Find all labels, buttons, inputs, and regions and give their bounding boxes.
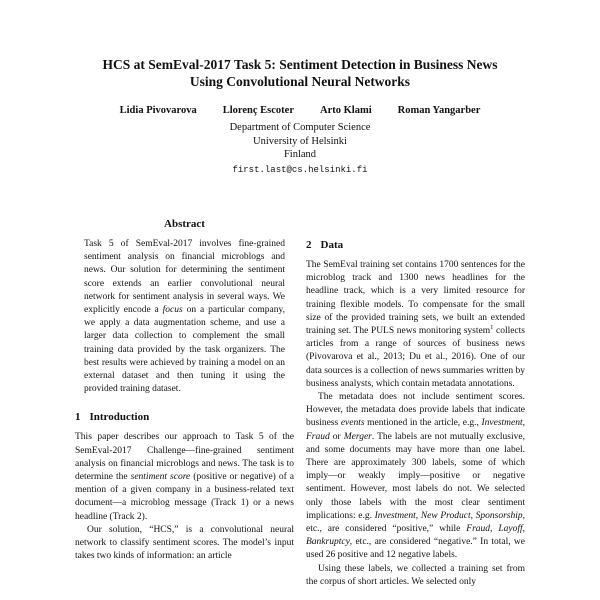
text-run: Bankruptcy (306, 537, 350, 548)
text-run: Investment (374, 510, 416, 521)
text-run: New Product (420, 510, 471, 521)
title-line-2: Using Convolutional Neural Networks (189, 74, 411, 89)
text-run: , (522, 524, 525, 535)
introduction-section-body (75, 431, 294, 563)
text-run: events (340, 418, 365, 429)
text-run: , (470, 510, 476, 521)
text-run: Fraud (306, 431, 330, 442)
author-name: Llorenç Escoter (222, 105, 294, 116)
text-run: sentiment score (130, 472, 191, 483)
author-name: Arto Klami (320, 105, 372, 116)
text-run: Merger (343, 431, 372, 442)
text-run: . The labels are not mutually exclusive, and some documents may have more than one label. There are approximately 300 labels, some of which imply—or weakly imply—positive or negative sentiment. However, most labels do not. We selected only those labels with the most clear sentiment implications: e.g. (306, 431, 525, 521)
right-column (306, 218, 525, 589)
section-heading-introduction (75, 411, 294, 424)
email-address: first.last@cs.helsinki.fi (232, 164, 368, 175)
affiliation-block (75, 121, 525, 177)
text-run: , etc., are considered “positive,” while (306, 510, 525, 535)
paragraph (306, 259, 525, 391)
text-run: Sponsorship (475, 510, 523, 521)
text-run: The metadata does not include sentiment scores. However, the metadata does provide labels that indicate business (306, 392, 525, 429)
text-run: on a particular company, we apply a data augmentation scheme, and use a larger data collection to complement the small training data provided by the task organizers. The best results were achieved by training a model on an external dataset and then tuning it using the provided training dataset. (84, 305, 285, 395)
text-run: Layoff (498, 524, 523, 535)
text-run: Investment (481, 418, 523, 429)
department-line: Department of Computer Science (229, 122, 371, 133)
text-run: , (522, 418, 526, 429)
section-number: 2 (306, 239, 312, 251)
section-title: Data (320, 239, 344, 251)
text-run: Task 5 of SemEval-2017 involves fine-grained sentiment analysis on financial microblogs and news. Our solution for determining the sentiment score extends an earlier convolutional neural network for sentiment analysis in several ways. We explicitly encode a (84, 239, 285, 316)
text-run: Using these labels, we collected a training set from the corpus of short articles. We selected only (306, 563, 525, 587)
text-run: , (490, 524, 499, 535)
author-name: Roman Yangarber (397, 105, 481, 116)
abstract-heading: Abstract (164, 218, 205, 230)
text-run: or (329, 431, 344, 442)
text-run: mentioned in the article, e.g., (364, 418, 482, 429)
section-heading-data (306, 239, 525, 252)
paragraph (75, 524, 294, 564)
section-number: 1 (75, 411, 81, 424)
footnote-marker: 1 (490, 323, 494, 331)
paper-title (75, 56, 525, 90)
text-run: , (415, 510, 421, 521)
two-column-body (75, 218, 525, 589)
text-run: (positive or negative) of a mention of a given company in a business-related text document—a microblog message (Track 1) or a news headline (Track 2). (75, 472, 294, 522)
text-run: The SemEval training set contains 1700 sentences for the microblog track and 1300 news headlines for the headline track, which is a very limited resource for training flexible models. To compensate for the small size of the provided training sets, we built an extended training set. The PULS news monitoring system (306, 260, 525, 337)
section-title: Introduction (89, 411, 150, 424)
abstract-text (75, 238, 294, 396)
left-column (75, 218, 294, 589)
data-section-body (306, 259, 525, 589)
text-run: focus (162, 305, 183, 316)
paragraph (306, 391, 525, 563)
author-name: Lidia Pivovarova (119, 105, 197, 116)
paragraph (75, 431, 294, 523)
author-list (75, 105, 525, 116)
text-run: collects articles from a range of sources of business news (Pivovarova et al., 2013; Du et al., 2016). One of our data sources is a collection of news summaries written by business analysts, which contain metadata annotations. (306, 326, 525, 389)
country-line: Finland (283, 149, 317, 160)
text-run: Our solution, “HCS,” is a convolutional neural network to classify sentiment scores. The model’s input takes two kinds of information: an article (75, 524, 294, 562)
title-line-1: HCS at SemEval-2017 Task 5: Sentiment Detection in Business News (102, 57, 498, 72)
text-run: Fraud (466, 524, 491, 535)
text-run: This paper describes our approach to Task 5 of the SemEval-2017 Challenge—fine-grained sentiment analysis on financial microblogs and news. The task is to determine the (75, 432, 294, 483)
university-line: University of Helsinki (253, 135, 347, 147)
text-run: , etc., are considered “negative.” In total, we used 26 positive and 12 negative labels. (306, 537, 525, 561)
paragraph (306, 563, 525, 589)
